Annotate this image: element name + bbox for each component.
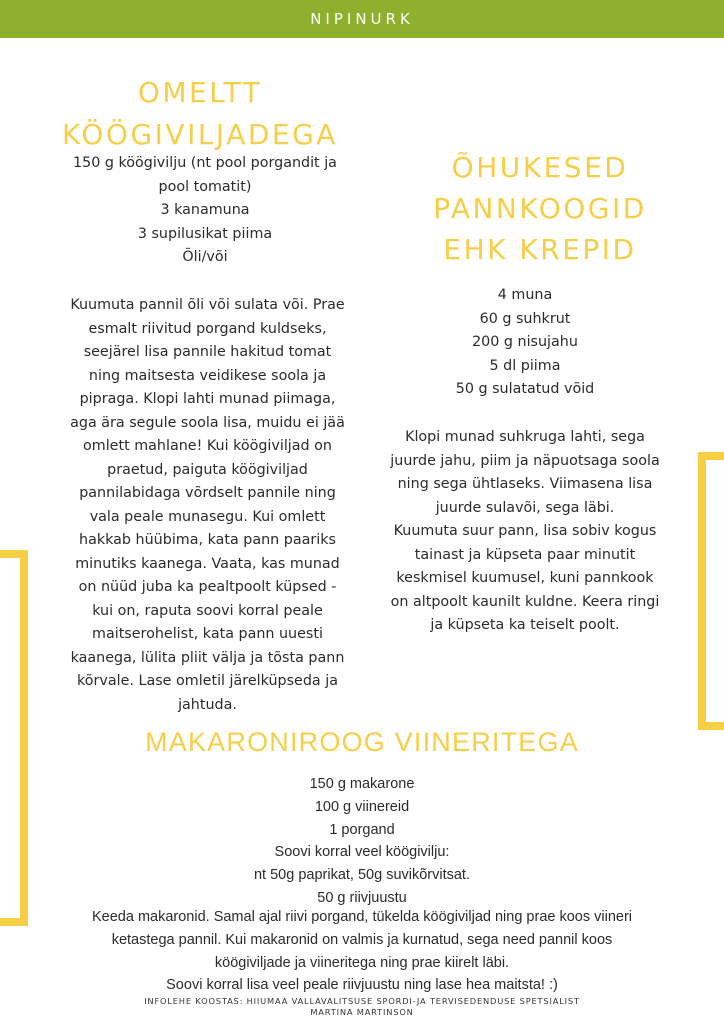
instruction-line: Klopi munad suhkruga lahti, sega [405, 429, 645, 445]
instruction-line: hakkab hüübima, kata pann paariks [79, 532, 336, 548]
instruction-line: kaanega, lülita pliit välja ja tõsta pann [70, 649, 345, 666]
ingredient-line: Õli/või [182, 249, 228, 265]
ingredient-line: 5 dl piima [489, 357, 561, 374]
instruction-line: omlett mahlane! Kui köögiviljad on [83, 438, 332, 454]
instruction-line: praetud, paiguta köögiviljad [107, 461, 308, 478]
pannkoogid-title [395, 147, 685, 270]
ingredient-line: 3 supilusikat piima [137, 225, 273, 242]
omelett-title-line: KÖÖGIVILJADEGA [62, 118, 338, 151]
header-title: NIPINURK [310, 10, 414, 28]
ingredient-line: 100 g viinereid [314, 798, 410, 815]
instruction-line: maitserohelist, kata pann uuesti [92, 626, 323, 642]
instruction-line: vala peale munasegu. Kui omlett [89, 508, 326, 525]
pannkoogid-title-line: ÕHUKESED [451, 151, 629, 184]
instruction-line: Soovi korral lisa veel peale riivjuustu ning lase hea maitsta! :) [166, 977, 558, 994]
ingredient-line: nt 50g paprikat, 50g suvikõrvitsat. [253, 867, 470, 884]
instruction-line: ketastega pannil. Kui makaronid on valmis ja kurnatud, sega need pannil koos [111, 931, 613, 948]
ingredient-line: 60 g suhkrut [479, 310, 571, 327]
instruction-line: pannilabidaga võrdselt pannile ning [79, 485, 336, 501]
ingredient-line: 150 g makarone [309, 776, 415, 792]
instruction-line: juurde sulavõi, sega läbi. [435, 499, 615, 516]
instruction-line: köögiviljade ja viineritega ning prae kiirelt läbi. [214, 954, 510, 971]
ingredient-line: 4 muna [497, 287, 553, 303]
footer-line: MARTINA MARTINSON [310, 1007, 414, 1017]
ingredient-line: 150 g köögivilju (nt pool porgandit ja [73, 155, 337, 171]
instruction-line: ja küpseta ka teiselt poolt. [430, 617, 620, 633]
makaroniroog-instructions [20, 906, 704, 997]
ingredient-line: 3 kanamuna [160, 202, 250, 218]
makaroniroog-ingredients [0, 773, 724, 910]
instruction-line: ning maitsesta veidikese soola ja [88, 367, 327, 384]
instruction-line: keskmisel kuumusel, kuni pannkook [396, 570, 654, 586]
instruction-line: seejärel lisa pannile hakitud tomat [83, 344, 332, 360]
instruction-line: on altpoolt kaunilt kuldne. Keera ringi [390, 593, 660, 610]
makaroniroog-title: MAKARONIROOG VIINERITEGA [145, 727, 579, 757]
instruction-line: minutiks kaanega. Vaata, kas munad [75, 555, 340, 572]
instruction-line: kõrvale. Lase omletil järelküpseda ja [77, 673, 338, 689]
ingredient-line: 50 g riivjuustu [317, 889, 407, 906]
instruction-line: kui on, raputa soovi korral peale [92, 602, 323, 619]
pannkoogid-title-line: PANNKOOGID [433, 192, 647, 225]
instruction-line: pipraga. Klopi lahti munad piimaga, [79, 391, 336, 407]
ingredient-line: 200 g nisujahu [472, 334, 578, 350]
instruction-line: juurde jahu, piim ja näpuotsaga soola [390, 452, 660, 469]
pannkoogid-title-line: EHK KREPID [443, 233, 637, 266]
instruction-line: on nüüd juba ka pealtpoolt küpsed - [78, 579, 337, 595]
instruction-line: Kuumuta pannil õli või sulata või. Prae [70, 297, 345, 313]
pannkoogid-instructions [370, 426, 680, 638]
ingredient-line: pool tomatit) [158, 178, 252, 195]
pannkoogid-ingredients [370, 284, 680, 402]
ingredient-line: Soovi korral veel köögivilju: [274, 844, 450, 861]
instruction-line: jahtuda. [178, 696, 237, 713]
header-banner [0, 0, 724, 38]
footer-credits [0, 996, 724, 1018]
footer-line: INFOLEHE KOOSTAS: HIIUMAA VALLAVALITSUSE SPORDI-JA TERVISEDENDUSE SPETSIALIST [144, 996, 580, 1006]
instruction-line: tainast ja küpseta paar minutit [414, 546, 636, 563]
instruction-line: Kuumuta suur pann, lisa sobiv kogus [393, 523, 657, 539]
instruction-line: Keeda makaronid. Samal ajal riivi porgand, tükelda köögiviljad ning prae koos viineri [91, 909, 633, 925]
omelett-title-line: OMELTT [137, 76, 263, 109]
ingredient-line: 50 g sulatatud võid [455, 381, 595, 397]
omelett-ingredients [15, 152, 395, 270]
instruction-line: esmalt riivitud porgand kuldseks, [88, 320, 327, 337]
right-bracket-decoration [698, 452, 724, 730]
instruction-line: aga ära segule soola lisa, muidu ei jää [70, 414, 345, 431]
instruction-line: ning sega ühtlaseks. Viimasena lisa [397, 476, 653, 492]
omelett-instructions [20, 294, 395, 717]
ingredient-line: 1 porgand [329, 821, 395, 838]
omelett-title [20, 72, 380, 156]
